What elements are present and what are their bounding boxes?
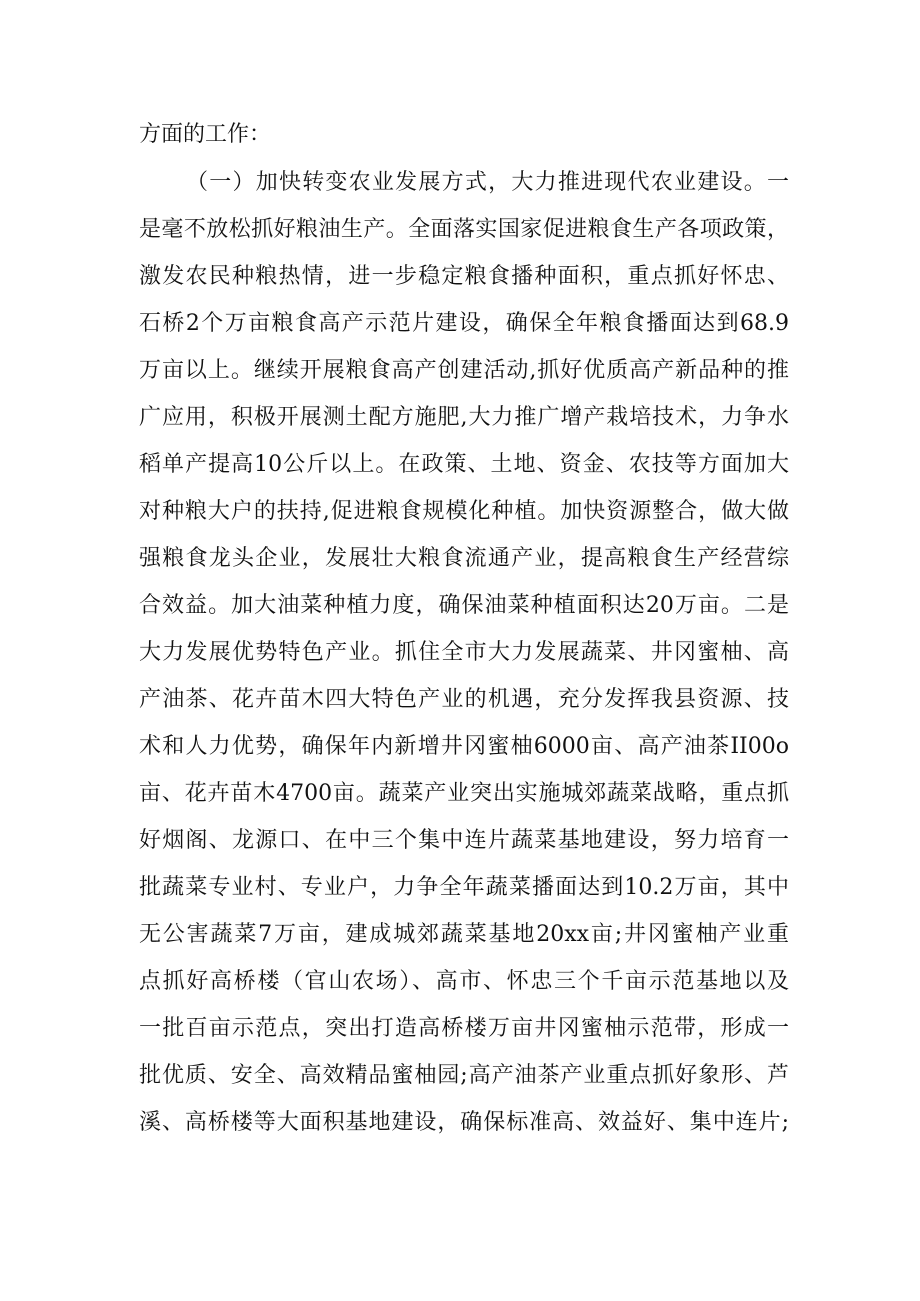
text-line-12: 大力发展优势特色产业。抓住全市大力发展蔬菜、井冈蜜柚、高: [139, 640, 789, 665]
text-line-11: 合效益。加大油菜种植力度，确保油菜种植面积达20万亩。二是: [139, 593, 789, 618]
text-line-3: 是毫不放松抓好粮油生产。全面落实国家促进粮食生产各项政策，: [139, 217, 789, 242]
text-line-7: 广应用，积极开展测土配方施肥,大力推广增产栽培技术，力争水: [139, 405, 789, 430]
text-line-22: 溪、高桥楼等大面积基地建设，确保标准高、效益好、集中连片;: [139, 1110, 789, 1135]
text-line-4: 激发农民种粮热情，进一步稳定粮食播种面积，重点抓好怀忠、: [139, 264, 789, 289]
text-line-10: 强粮食龙头企业，发展壮大粮食流通产业，提高粮食生产经营综: [139, 546, 789, 571]
text-line-5: 石桥2个万亩粮食高产示范片建设，确保全年粮食播面达到68.9: [139, 311, 789, 336]
text-line-14: 术和人力优势，确保年内新增井冈蜜柚6000亩、高产油茶II00o: [139, 734, 789, 759]
text-line-1: 方面的工作：: [139, 122, 272, 147]
text-line-6: 万亩以上。继续开展粮食高产创建活动,抓好优质高产新品种的推: [139, 358, 789, 383]
text-line-19: 点抓好高桥楼（官山农场）、高市、怀忠三个千亩示范基地以及: [139, 969, 789, 994]
text-line-17: 批蔬菜专业村、专业户，力争全年蔬菜播面达到10.2万亩，其中: [139, 875, 789, 900]
text-line-20: 一批百亩示范点，突出打造高桥楼万亩井冈蜜柚示范带，形成一: [139, 1016, 789, 1041]
text-line-8: 稻单产提高10公斤以上。在政策、土地、资金、农技等方面加大: [139, 452, 789, 477]
text-line-21: 批优质、安全、高效精品蜜柚园;高产油茶产业重点抓好象形、芦: [139, 1063, 789, 1088]
text-line-2: （一）加快转变农业发展方式，大力推进现代农业建设。一: [186, 170, 789, 195]
text-line-9: 对种粮大户的扶持,促进粮食规模化种植。加快资源整合，做大做: [139, 499, 789, 524]
text-line-16: 好烟阁、龙源口、在中三个集中连片蔬菜基地建设，努力培育一: [139, 828, 789, 853]
text-line-15: 亩、花卉苗木4700亩。蔬菜产业突出实施城郊蔬菜战略，重点抓: [139, 781, 789, 806]
text-line-13: 产油茶、花卉苗木四大特色产业的机遇，充分发挥我县资源、技: [139, 687, 789, 712]
text-line-18: 无公害蔬菜7万亩，建成城郊蔬菜基地20xx亩;井冈蜜柚产业重: [139, 922, 789, 947]
